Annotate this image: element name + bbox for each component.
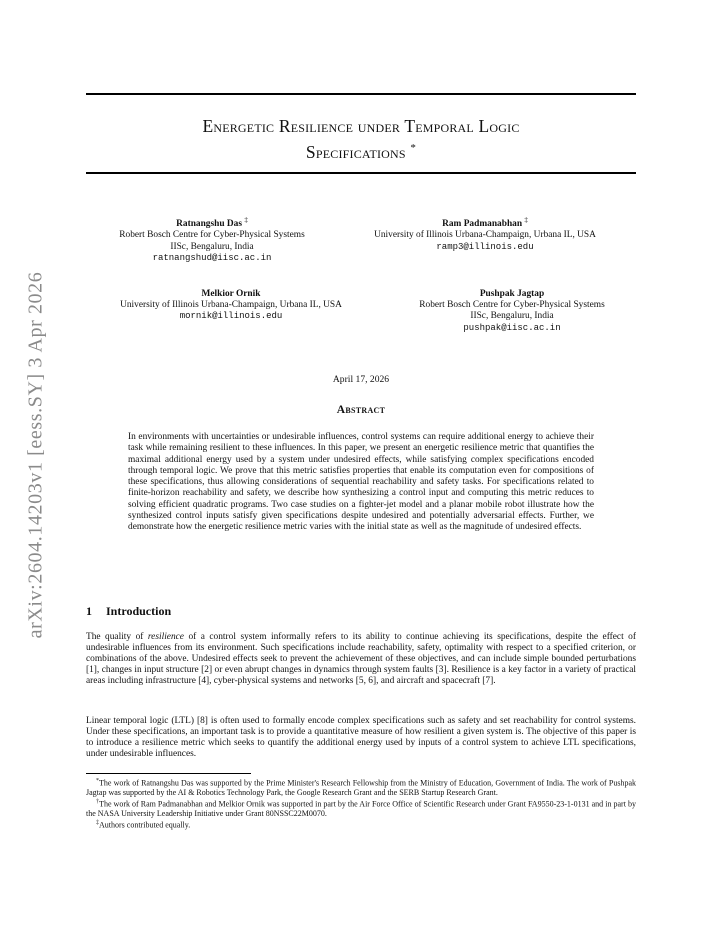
author-email[interactable]: pushpak@iisc.ac.in	[463, 322, 561, 333]
arxiv-identifier-watermark: arXiv:2604.14203v1 [eess.SY] 3 Apr 2026	[24, 271, 47, 639]
author-block-das	[86, 215, 338, 264]
abstract-heading: Abstract	[336, 404, 386, 416]
author-name: Melkior Ornik	[201, 289, 261, 299]
author-name: Pushpak Jagtap	[479, 289, 545, 299]
author-affiliation-location: IISc, Bengaluru, India	[470, 311, 554, 322]
author-email[interactable]: ratnangshud@iisc.ac.in	[152, 252, 272, 263]
author-block-jagtap	[386, 289, 638, 334]
abstract-text: In environments with uncertainties or undesirable influences, control systems can require additional energy to achieve their task while remaining resilient to these influences. In this paper, we present an energetic resilience metric that quantifies the maximal additional energy used by a system under undesired effects, while satisfying complex specifications encoded through temporal logic. We prove that this metric satisfies properties that enable its computation even for compositions of these specifications, thus allowing considerations of sequential reachability and safety tasks. For specifications related to finite-horizon reachability and safety, we describe how synthesizing a control input and computing this metric reduces to solving efficient quadratic programs. Two case studies on a fighter-jet model and a planar mobile robot illustrate how the synthesized control inputs satisfy given specifications despite undesired and potentially adversarial effects. Further, we demonstrate how the energetic resilience metric varies with the initial state as well as the magnitude of undesired effects.	[128, 432, 594, 533]
footnote-mark: ‡	[96, 819, 99, 826]
author-name	[86, 215, 338, 230]
footnote-mark: *	[96, 778, 99, 784]
footnote-text: Authors contributed equally.	[99, 820, 191, 830]
author-mark: ‡	[244, 216, 248, 224]
author-email[interactable]: ramp3@illinois.edu	[436, 241, 534, 252]
title-top-rule	[86, 93, 636, 95]
author-mark: ‡	[524, 216, 528, 224]
footnote-text: The work of Ram Padmanabhan and Melkior Ornik was supported in part by the Air Force Office of Scientific Research under Grant FA9550-23-1-0131 and in part by the NASA University Leadership Initiative under Grant 80NSSC22M0070.	[86, 799, 636, 819]
author-affiliation: Robert Bosch Centre for Cyber-Physical Systems	[419, 300, 605, 311]
author-name-text: Ram Padmanabhan	[442, 219, 523, 230]
author-affiliation: University of Illinois Urbana-Champaign, Urbana IL, USA	[374, 230, 596, 241]
title-line-2-text: Specifications	[305, 141, 406, 162]
emphasis-resilience: resilience	[147, 632, 184, 642]
section-title: Introduction	[106, 604, 172, 618]
author-affiliation: Robert Bosch Centre for Cyber-Physical Systems	[119, 230, 305, 241]
footnote-funding-das-jagtap	[86, 777, 636, 798]
section-heading-introduction	[86, 604, 171, 619]
footnote-text: The work of Ratnangshu Das was supported by the Prime Minister's Research Fellowship from the Ministry of Education, Government of India. The work of Pushpak Jagtap was supported by the AI & Robotics Technology Park, the Google Research Grant and the SERB Startup Research Grant.	[86, 778, 636, 798]
author-affiliation-location: IISc, Bengaluru, India	[170, 241, 254, 252]
author-affiliation: University of Illinois Urbana-Champaign, Urbana IL, USA	[120, 300, 342, 311]
footnote-divider	[86, 773, 251, 774]
author-block-padmanabhan	[340, 215, 630, 253]
paper-title	[86, 115, 636, 163]
title-line-2	[86, 137, 636, 163]
author-name	[340, 215, 630, 230]
footnotes	[86, 777, 636, 830]
introduction-paragraph-1	[86, 632, 636, 687]
author-name-text: Ratnangshu Das	[176, 219, 243, 230]
footnote-funding-padmanabhan-ornik	[86, 798, 636, 819]
title-footnote-mark: *	[410, 142, 417, 154]
section-number: 1	[86, 604, 92, 618]
paragraph-text: The quality of	[86, 632, 148, 642]
footnote-mark: †	[96, 798, 100, 805]
paragraph-text: of a control system informally refers to its ability to continue achieving its specifications, despite the effect of undesirable influences from its environment. Such specifications include reachability, safety, optimality with respect to a specified criterion, or combinations of the above. Undesired effects seek to prevent the achievement of these objectives, and can include simple bounded perturbations [1], changes in input structure [2] or even abrupt changes in dynamics through system faults [3]. Resilience is a key factor in a variety of practical areas including infrastructure [4], cyber-physical systems and networks [5, 6], and aircraft and spacecraft [7].	[86, 632, 636, 687]
footnote-equal-contribution	[86, 819, 636, 830]
introduction-paragraph-2: Linear temporal logic (LTL) [8] is often used to formally encode complex specifications such as safety and set reachability for control systems. Under these specifications, an important task is to provide a quantitative measure of how resilient a given system is. The objective of this paper is to introduce a resilience metric which seeks to quantify the additional energy used by inputs of a control system to achieve LTL specifications, under undesirable influences.	[86, 716, 636, 760]
author-email[interactable]: mornik@illinois.edu	[179, 311, 283, 322]
paper-date: April 17, 2026	[332, 374, 390, 385]
author-block-ornik	[86, 289, 376, 323]
title-bottom-rule	[86, 172, 636, 174]
title-line-1: Energetic Resilience under Temporal Logic	[202, 116, 520, 136]
